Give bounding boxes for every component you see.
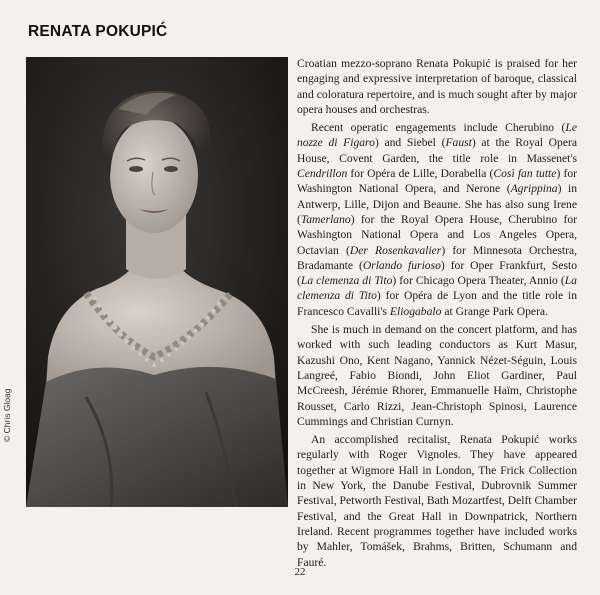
bio-paragraph-4: An accomplished recitalist, Renata Pokupić works regularly with Roger Vignoles. They have appeared together at Wigmore Hall in London, The Frick Collection in New York, the Danube Festival, Dubrovnik Summer Festival, Petworth Festival, Bath Mozartfest, Delft Chamber Festival, and the Great Hall in Downpatrick, Northern Ireland. Recent programmes together have included works by Mahler, Tomášek, Brahms, Britten, Schumann and Fauré. bbox=[297, 433, 577, 569]
work-title: Tamerlano bbox=[300, 212, 351, 226]
portrait-illustration bbox=[26, 57, 288, 507]
portrait-photo bbox=[26, 57, 288, 507]
bio-paragraph-1: Croatian mezzo-soprano Renata Pokupić is praised for her engaging and expressive interpretation of baroque, classical and coloratura repertoire, and is much sought after by major opera houses and orchestras. bbox=[297, 57, 577, 116]
page-number: 22 bbox=[294, 566, 306, 578]
work-title: Eliogabalo bbox=[389, 304, 442, 318]
text-run: at Grange Park Opera. bbox=[441, 304, 548, 318]
photo-credit: © Chris Gloag bbox=[2, 388, 12, 442]
bio-paragraph-2 bbox=[297, 120, 577, 319]
text-run: ) for the Royal Opera House, Cherubino for Washington National Opera and Los Angeles Opera, Octavian ( bbox=[297, 212, 577, 257]
work-title: La clemenza di Tito bbox=[300, 274, 393, 288]
text-run: Recent operatic engagements include Cherubino ( bbox=[311, 121, 566, 135]
text-run: for Opéra de Lille, Dorabella ( bbox=[347, 167, 494, 181]
text-run: ) at the Royal Opera House, Covent Garden, the title role in Massenet's bbox=[297, 136, 577, 165]
work-title: Cendrillon bbox=[297, 167, 348, 181]
page-title: RENATA POKUPIĆ bbox=[28, 23, 168, 40]
text-run: ) for Oper Frankfurt, Sesto ( bbox=[297, 258, 577, 288]
text-run: ) for Opéra de Lyon and the title role in Francesco Cavalli's bbox=[297, 289, 577, 318]
text-run: ) for Minnesota Orchestra, Bradamante ( bbox=[297, 243, 578, 272]
work-title: Agrippina bbox=[510, 182, 558, 196]
text-run: ) for Chicago Opera Theater, Annio ( bbox=[392, 274, 565, 288]
work-title: Così fan tutte bbox=[493, 167, 557, 181]
work-title: La clemenza di Tito bbox=[297, 274, 577, 303]
work-title: Orlando furioso bbox=[362, 258, 441, 272]
text-run: ) and Siebel ( bbox=[374, 136, 446, 150]
bio-paragraph-3: She is much in demand on the concert platform, and has worked with such leading conductors as Kurt Masur, Kazushi Ono, Kent Nagano, Yannick Nézet-Séguin, Louis Langreé, Fabio Biondi, John Eliot Gardiner, Paul McCreesh, Jérémie Rhorer, Emmanuelle Haïm, Christophe Rousset, Carlo Rizzi, Jean-Christoph Spinosi, Laurence Cummings and Christian Curnyn. bbox=[297, 323, 577, 428]
biography-text bbox=[297, 56, 577, 570]
work-title: Faust bbox=[445, 136, 472, 150]
text-run: ) in Antwerp, Lille, Dijon and Beaune. She has also sung Irene ( bbox=[297, 182, 578, 226]
text-run: ) for Washington National Opera, and Nerone ( bbox=[297, 167, 577, 196]
work-title: Le nozze di Figaro bbox=[297, 121, 577, 150]
work-title: Der Rosenkavalier bbox=[349, 243, 442, 257]
